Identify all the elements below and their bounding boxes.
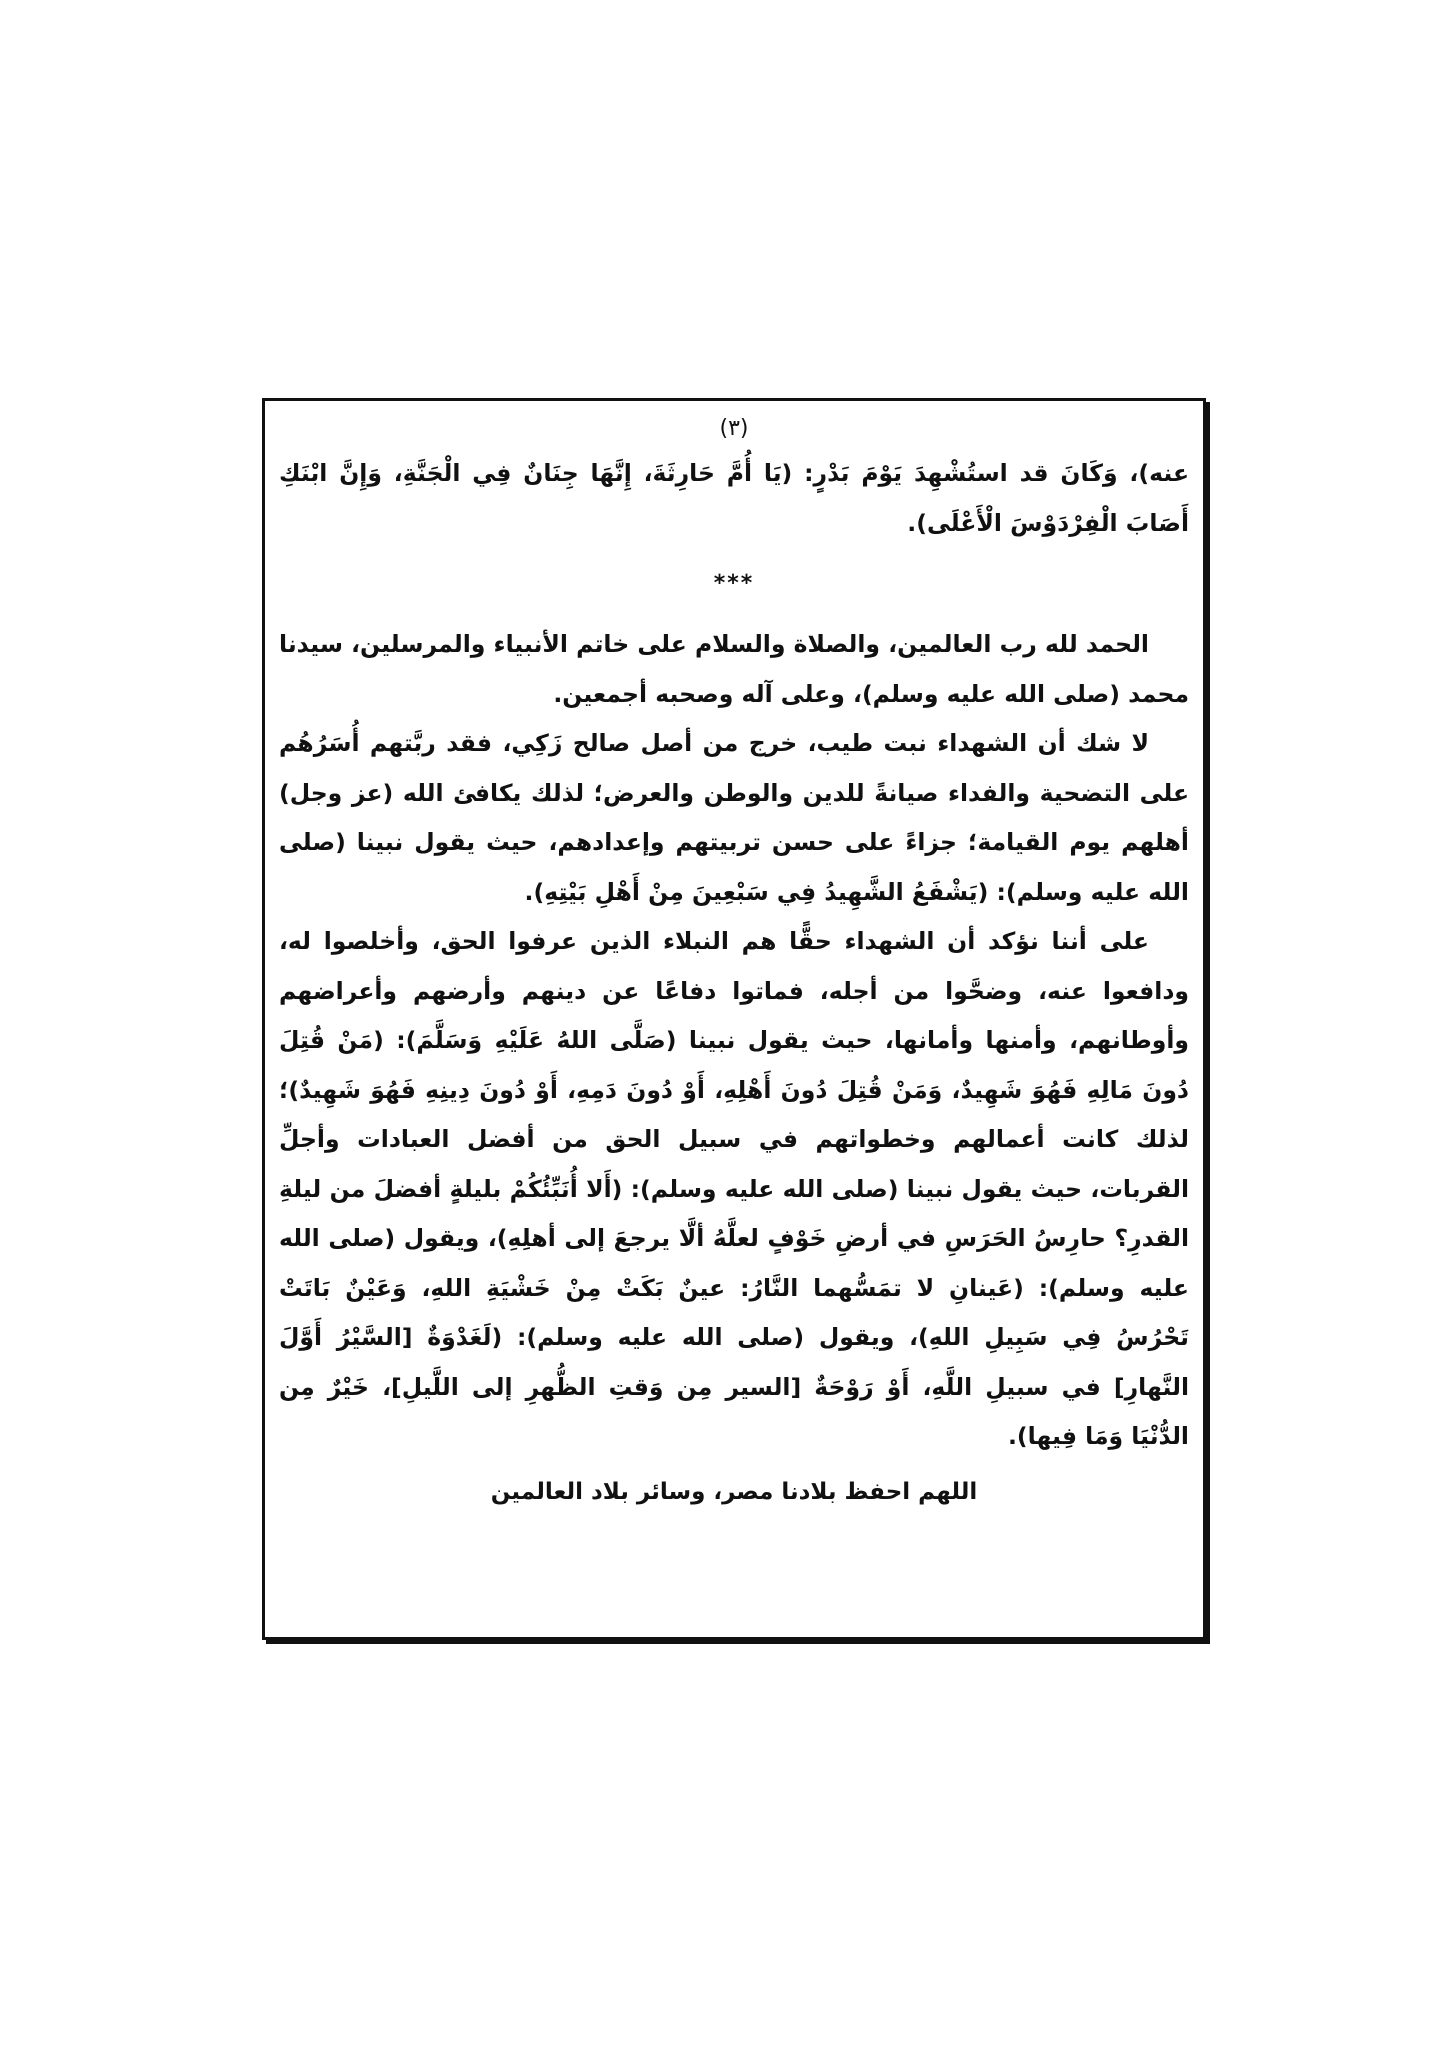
- paragraph-martyrs-nobility: على أننا نؤكد أن الشهداء حقًّا هم النبلاء الذين عرفوا الحق، وأخلصوا له، ودافعوا عنه، وضحَّوا من أجله، فماتوا دفاعًا عن دينهم وأرضهم وأعراضهم وأوطانهم، وأمنها وأمانها، حيث يقول نبينا (صَلَّى اللهُ عَلَيْهِ وَسَلَّمَ): (مَنْ قُتِلَ دُونَ مَالِهِ فَهُوَ شَهِيدٌ، وَمَنْ قُتِلَ دُونَ أَهْلِهِ، أَوْ دُونَ دَمِهِ، أَوْ دُونَ دِينِهِ فَهُوَ شَهِيدٌ)؛ لذلك كانت أعمالهم وخطواتهم في سبيل الحق من أفضل العبادات وأجلِّ القربات، حيث يقول نبينا (صلى الله عليه وسلم): (أَلا أُنَبِّئُكُمْ بليلةٍ أفضلَ من ليلةِ القدرِ؟ حارِسُ الحَرَسِ في أرضِ خَوْفٍ لعلَّهُ ألَّا يرجعَ إلى أهلِهِ)، ويقول (صلى الله عليه وسلم): (عَينانِ لا تمَسُّهما النَّارُ: عينٌ بَكَتْ مِنْ خَشْيَةِ اللهِ، وَعَيْنٌ بَاتَتْ تَحْرُسُ فِي سَبِيلِ اللهِ)، ويقول (صلى الله عليه وسلم): (لَغَدْوَةٌ [السَّيْرُ أَوَّلَ النَّهارِ] في سبيلِ اللَّهِ، أَوْ رَوْحَةٌ [السير مِن وَقتِ الظُّهرِ إلى اللَّيلِ]، خَيْرٌ مِن الدُّنْيَا وَمَا فِيها).: [279, 927, 1189, 1450]
- opening-paragraph: عنه)، وَكَانَ قد استُشْهِدَ يَوْمَ بَدْرٍ: (يَا أُمَّ حَارِثَةَ، إِنَّهَا جِنَانٌ فِي الْجَنَّةِ، وَإِنَّ ابْنَكِ أَصَابَ الْفِرْدَوْسَ الْأَعْلَى).: [279, 459, 1189, 537]
- closing-prayer: اللهم احفظ بلادنا مصر، وسائر بلاد العالمين: [490, 1478, 978, 1505]
- page-content: [279, 409, 1189, 1627]
- page-number: (٣): [719, 416, 749, 441]
- paragraph-praise: الحمد لله رب العالمين، والصلاة والسلام على خاتم الأنبياء والمرسلين، سيدنا محمد (صلى الله عليه وسلم)، وعلى آله وصحبه أجمعين.: [279, 630, 1189, 708]
- section-separator: ***: [713, 571, 755, 596]
- page-frame: [262, 398, 1206, 1640]
- paragraph-martyrs-origin: لا شك أن الشهداء نبت طيب، خرج من أصل صالح زَكِي، فقد ربَّتهم أُسَرُهُم على التضحية والفداء صيانةً للدين والوطن والعرض؛ لذلك يكافئ الله (عز وجل) أهلهم يوم القيامة؛ جزاءً على حسن تربيتهم وإعدادهم، حيث يقول نبينا (صلى الله عليه وسلم): (يَشْفَعُ الشَّهِيدُ فِي سَبْعِينَ مِنْ أَهْلِ بَيْتِهِ).: [279, 729, 1189, 906]
